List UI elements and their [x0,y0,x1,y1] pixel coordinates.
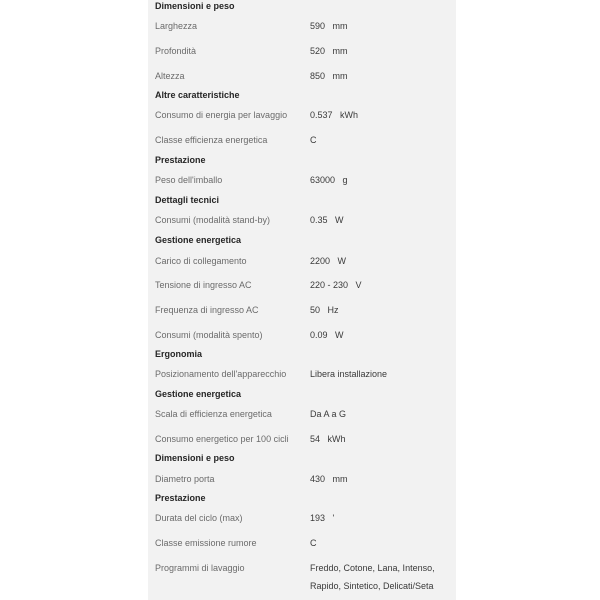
section-heading: Altre caratteristiche [155,90,240,100]
spec-label: Consumo energetico per 100 cicli [155,434,289,444]
spec-value: 0.537 kWh [310,110,359,120]
spec-label: Posizionamento dell'apparecchio [155,369,287,379]
spec-label: Profondità [155,46,197,56]
spec-value: 520 mm [310,46,348,56]
spec-value: 0.35 W [310,215,344,225]
section-heading: Dettagli tecnici [155,195,220,205]
spec-label: Consumo di energia per lavaggio [155,110,288,120]
spec-value: Da A a G [310,409,347,419]
spec-label: Carico di collegamento [155,256,247,266]
spec-label: Consumi (modalità spento) [155,330,263,340]
spec-value: Libera installazione [310,369,388,379]
spec-value: C [310,135,317,145]
spec-value: 220 - 230 V [310,280,362,290]
spec-label: Frequenza di ingresso AC [155,305,259,315]
spec-value: 63000 g [310,175,348,185]
spec-value: 590 mm [310,21,348,31]
section-heading: Prestazione [155,155,206,165]
spec-label: Programmi di lavaggio [155,563,245,573]
spec-label: Durata del ciclo (max) [155,513,243,523]
spec-label: Peso dell'imballo [155,175,223,185]
spec-value: 0.09 W [310,330,344,340]
spec-value: 54 kWh [310,434,346,444]
spec-label: Altezza [155,71,185,81]
spec-label: Classe efficienza energetica [155,135,268,145]
section-heading: Dimensioni e peso [155,1,235,11]
spec-label: Classe emissione rumore [155,538,257,548]
spec-label: Larghezza [155,21,198,31]
spec-label: Diametro porta [155,474,215,484]
section-heading: Dimensioni e peso [155,453,235,463]
spec-value: 50 Hz [310,305,339,315]
spec-value: Freddo, Cotone, Lana, Intenso, Rapido, Sintetico, Delicati/Seta [310,563,435,591]
section-heading: Prestazione [155,493,206,503]
spec-label: Consumi (modalità stand-by) [155,215,271,225]
section-heading: Gestione energetica [155,389,242,399]
spec-value: 2200 W [310,256,347,266]
spec-value: 850 mm [310,71,348,81]
spec-label: Tensione di ingresso AC [155,280,252,290]
spec-label: Scala di efficienza energetica [155,409,272,419]
section-heading: Gestione energetica [155,235,242,245]
section-heading: Ergonomia [155,349,203,359]
spec-value: C [310,538,317,548]
spec-value: 430 mm [310,474,348,484]
spec-value: 193 ' [310,513,335,523]
specifications-panel [148,0,456,600]
